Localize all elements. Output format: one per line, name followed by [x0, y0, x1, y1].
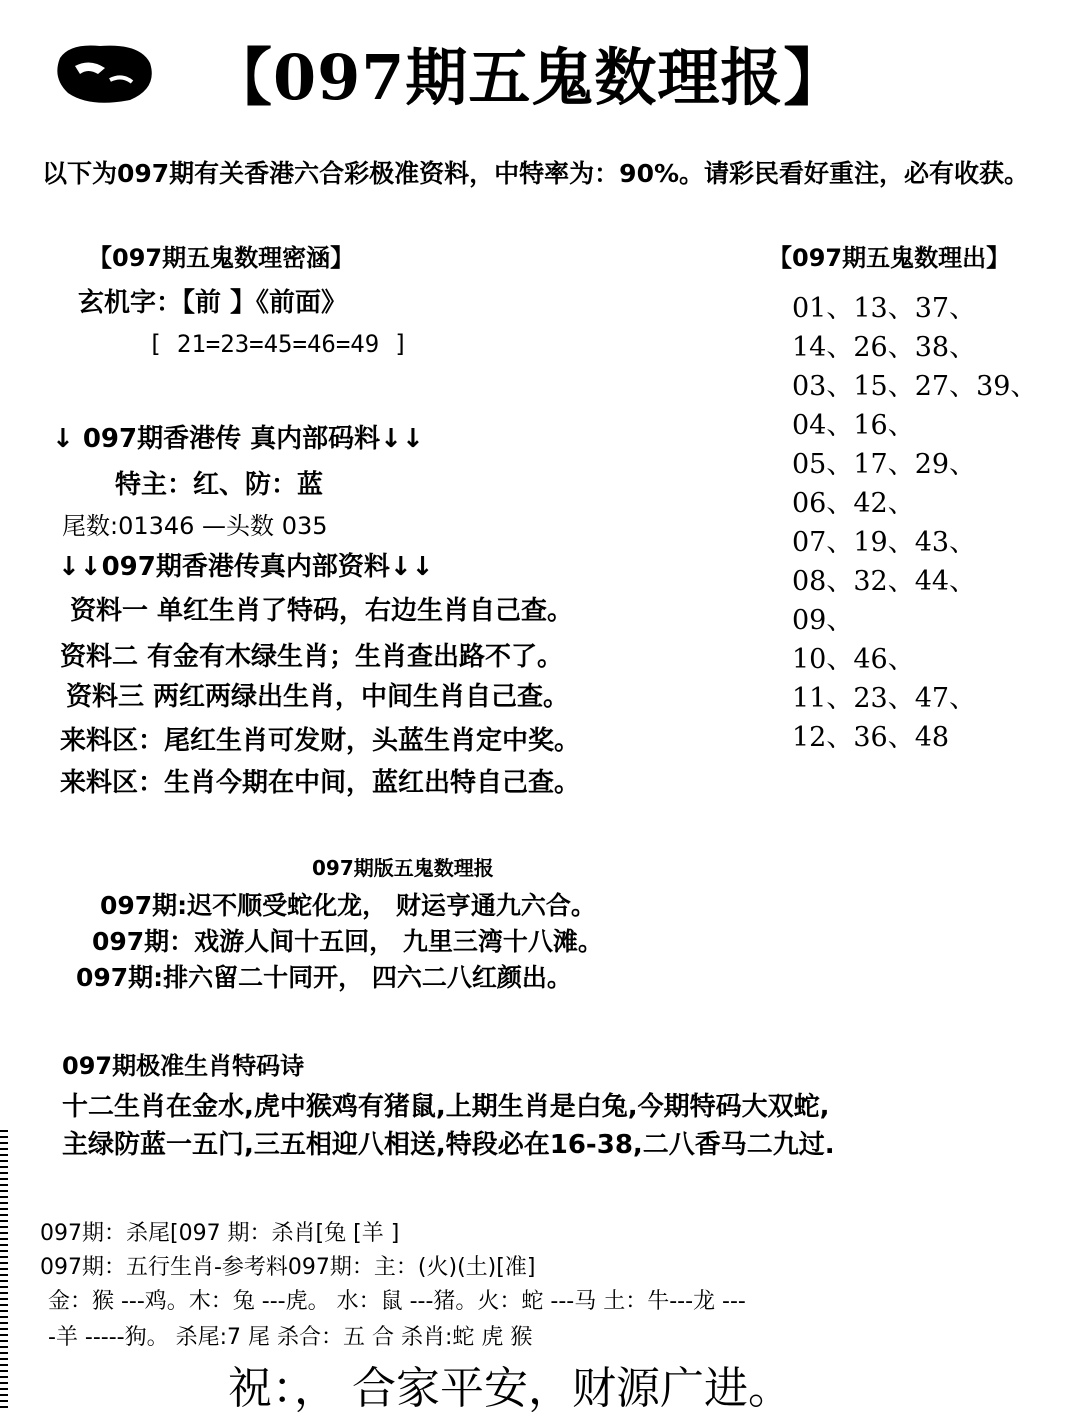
xuanji-text: 玄机字：【前 】《前面》	[78, 288, 348, 318]
equation-text: [ 21=23=45=46=49 ]	[148, 330, 409, 358]
zodiac-poem-line-1: 十二生肖在金水,虎中猴鸡有猪鼠,上期生肖是白兔,今期特码大双蛇,	[62, 1092, 830, 1122]
weishu-text: 尾数:01346 —头数 035	[62, 512, 328, 540]
number-row: 08、32、44、	[792, 566, 977, 597]
inner-heading-2: ↓↓097期香港传真内部资料↓↓	[58, 552, 434, 582]
logo-emblem-icon	[50, 38, 160, 108]
info-item-3: 资料三 两红两绿出生肖，中间生肖自己查。	[66, 682, 570, 712]
info-item-1: 资料一 单红生肖了特码，右边生肖自己查。	[70, 596, 574, 626]
poem-line-1: 097期:迟不顺受蛇化龙， 财运亨通九六合。	[100, 891, 596, 920]
number-row: 09、	[792, 605, 854, 636]
bottom-line-2: 097期：五行生肖-参考料097期：主：(火)(土)[准]	[40, 1255, 536, 1280]
page-title: 【097期五鬼数理报】	[210, 41, 847, 114]
number-row: 05、17、29、	[792, 449, 977, 480]
number-row: 01、13、37、	[792, 293, 977, 324]
bottom-line-4: -羊 -----狗。 杀尾:7 尾 杀合：五 合 杀肖:蛇 虎 猴	[48, 1325, 533, 1350]
number-row: 11、23、47、	[792, 683, 977, 714]
tezhu-text: 特主：红、防：蓝	[115, 470, 324, 500]
zodiac-poem-line-2: 主绿防蓝一五门,三五相迎八相送,特段必在16-38,二八香马二九过.	[62, 1130, 835, 1160]
number-row: 06、42、	[792, 488, 915, 519]
number-row: 12、36、48	[792, 722, 950, 753]
bottom-line-1: 097期：杀尾[097 期：杀肖[兔 [羊 ]	[40, 1221, 400, 1246]
left-section-heading: 【097期五鬼数理密涵】	[88, 244, 355, 272]
number-row: 14、26、38、	[792, 332, 977, 363]
zodiac-poem-heading: 097期极准生肖特码诗	[62, 1052, 305, 1080]
info-item-4: 来料区：尾红生肖可发财，头蓝生肖定中奖。	[60, 726, 581, 756]
number-row: 10、46、	[792, 644, 915, 675]
right-section-heading: 【097期五鬼数理出】	[768, 244, 1011, 272]
number-row: 03、15、27、39、	[792, 371, 1038, 402]
poem-line-3: 097期:排六留二十同开， 四六二八红颜出。	[76, 963, 572, 992]
number-row: 04、16、	[792, 410, 915, 441]
blessing-text: 祝：， 合家平安，财源广进。	[228, 1363, 792, 1414]
intro-text: 以下为097期有关香港六合彩极准资料，中特率为：90%。请彩民看好重注，必有收获。	[42, 159, 1030, 188]
bottom-line-3: 金：猴 ---鸡。木：兔 ---虎。 水：鼠 ---猪。火：蛇 ---马 土：牛---龙 ---	[48, 1289, 746, 1314]
info-item-2: 资料二 有金有木绿生肖；生肖查出路不了。	[60, 642, 564, 672]
inner-heading-1: ↓ 097期香港传 真内部码料↓↓	[52, 424, 424, 454]
poem-heading: 097期版五鬼数理报	[312, 856, 494, 880]
scan-edge-marks	[0, 1130, 8, 1410]
poem-line-2: 097期：戏游人间十五回， 九里三湾十八滩。	[92, 927, 603, 956]
number-row: 07、19、43、	[792, 527, 977, 558]
info-item-5: 来料区：生肖今期在中间，蓝红出特自己查。	[60, 768, 581, 798]
